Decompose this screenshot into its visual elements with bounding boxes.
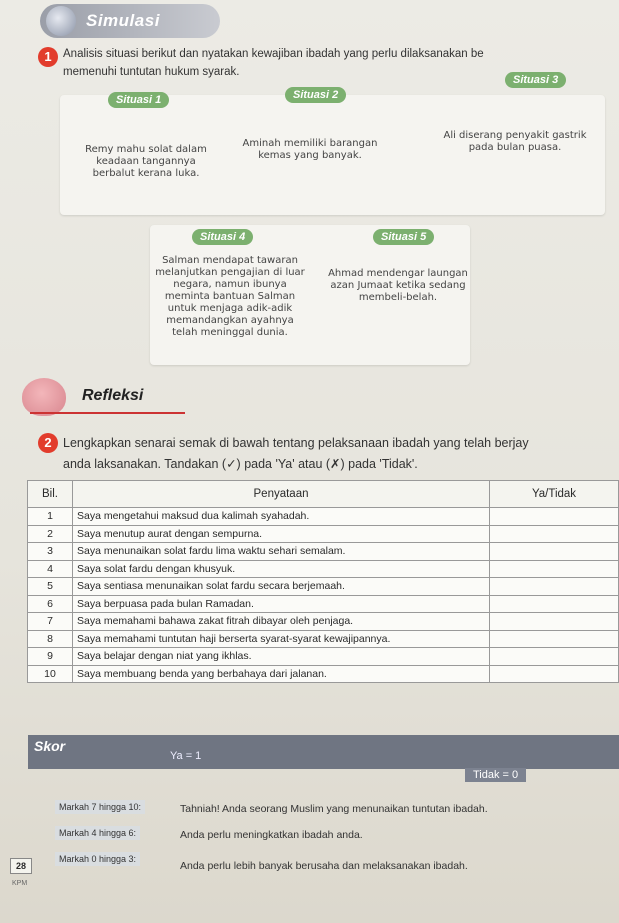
row-answer-cell[interactable] — [490, 543, 619, 561]
situasi-3-label: Situasi 3 — [505, 72, 566, 88]
table-row — [28, 543, 619, 561]
situasi-3-text: Ali diserang penyakit gastrik pada bulan puasa. — [443, 130, 587, 153]
row-statement: Saya berpuasa pada bulan Ramadan. — [73, 595, 490, 613]
table-row — [28, 613, 619, 631]
situasi-1-text: Remy mahu solat dalam keadaan tangannya berbalut kerana luka. — [85, 144, 207, 179]
table-row — [28, 595, 619, 613]
skor-bar — [28, 735, 619, 769]
header-bil: Bil. — [28, 481, 73, 508]
row-number: 2 — [28, 525, 73, 543]
row-answer-cell[interactable] — [490, 665, 619, 683]
row-number: 10 — [28, 665, 73, 683]
table-row — [28, 578, 619, 596]
row-number: 8 — [28, 630, 73, 648]
row-statement: Saya mengetahui maksud dua kalimah syahadah. — [73, 508, 490, 526]
situasi-1-label: Situasi 1 — [108, 92, 169, 108]
skor-tidak-value: Tidak = 0 — [465, 768, 526, 782]
situasi-2-label: Situasi 2 — [285, 87, 346, 103]
table-row — [28, 648, 619, 666]
situasi-4-text: Salman mendapat tawaran melanjutkan pengajian di luar negara, namun ibunya meminta bantuan Salman untuk menjaga adik-adik memandangkan ayahnya telah meninggal dunia. — [155, 255, 305, 338]
row-number: 7 — [28, 613, 73, 631]
task-1-instruction-line2: memenuhi tuntutan hukum syarak. — [63, 66, 240, 78]
row-answer-cell[interactable] — [490, 578, 619, 596]
row-answer-cell[interactable] — [490, 560, 619, 578]
row-statement: Saya memahami tuntutan haji berserta syarat-syarat kewajipannya. — [73, 630, 490, 648]
situasi-4-label: Situasi 4 — [192, 229, 253, 245]
table-row — [28, 525, 619, 543]
row-number: 9 — [28, 648, 73, 666]
skor-text-mid: Anda perlu meningkatkan ibadah anda. — [180, 829, 363, 841]
task-2-instruction-line2: anda laksanakan. Tandakan (✓) pada 'Ya' atau (✗) pada 'Tidak'. — [63, 457, 418, 471]
task-1-badge: 1 — [38, 47, 58, 67]
row-number: 4 — [28, 560, 73, 578]
header-penyataan: Penyataan — [73, 481, 490, 508]
row-answer-cell[interactable] — [490, 525, 619, 543]
row-answer-cell[interactable] — [490, 508, 619, 526]
situasi-5-text: Ahmad mendengar laungan azan Jumaat ketika sedang membeli-belah. — [328, 268, 468, 303]
row-number: 6 — [28, 595, 73, 613]
situasi-2-text: Aminah memiliki barangan kemas yang banyak. — [242, 138, 378, 161]
table-row — [28, 560, 619, 578]
task-1-instruction-line1: Analisis situasi berikut dan nyatakan kewajiban ibadah yang perlu dilaksanakan be — [63, 48, 484, 60]
row-number: 1 — [28, 508, 73, 526]
table-header-row — [28, 481, 619, 508]
table-row — [28, 508, 619, 526]
refleksi-underline — [30, 412, 185, 414]
page-number: 28 — [10, 858, 32, 874]
row-answer-cell[interactable] — [490, 648, 619, 666]
skor-range-low: Markah 0 hingga 3: — [55, 852, 140, 866]
checklist-table — [27, 480, 619, 683]
skor-text-low: Anda perlu lebih banyak berusaha dan melaksanakan ibadah. — [180, 860, 468, 872]
row-statement: Saya membuang benda yang berbahaya dari jalanan. — [73, 665, 490, 683]
table-row — [28, 630, 619, 648]
task-2-badge: 2 — [38, 433, 58, 453]
skor-range-high: Markah 7 hingga 10: — [55, 800, 145, 814]
table-row — [28, 665, 619, 683]
row-answer-cell[interactable] — [490, 613, 619, 631]
simulasi-title: Simulasi — [86, 11, 160, 30]
header-ya-tidak: Ya/Tidak — [490, 481, 619, 508]
row-number: 5 — [28, 578, 73, 596]
row-number: 3 — [28, 543, 73, 561]
publisher-code: KPM — [12, 880, 28, 887]
row-statement: Saya menutup aurat dengan sempurna. — [73, 525, 490, 543]
row-statement: Saya sentiasa menunaikan solat fardu secara berjemaah. — [73, 578, 490, 596]
skor-text-high: Tahniah! Anda seorang Muslim yang menunaikan tuntutan ibadah. — [180, 803, 488, 815]
row-answer-cell[interactable] — [490, 630, 619, 648]
brain-icon — [22, 378, 66, 416]
situasi-5-label: Situasi 5 — [373, 229, 434, 245]
row-statement: Saya memahami bahawa zakat fitrah dibayar oleh penjaga. — [73, 613, 490, 631]
row-statement: Saya belajar dengan niat yang ikhlas. — [73, 648, 490, 666]
row-answer-cell[interactable] — [490, 595, 619, 613]
skor-range-mid: Markah 4 hingga 6: — [55, 826, 140, 840]
skor-ya-value: Ya = 1 — [170, 750, 202, 762]
simulasi-icon — [46, 6, 76, 36]
task-2-instruction-line1: Lengkapkan senarai semak di bawah tentang pelaksanaan ibadah yang telah berjay — [63, 436, 529, 450]
refleksi-title: Refleksi — [82, 387, 144, 404]
skor-label: Skor — [34, 738, 66, 754]
row-statement: Saya solat fardu dengan khusyuk. — [73, 560, 490, 578]
row-statement: Saya menunaikan solat fardu lima waktu sehari semalam. — [73, 543, 490, 561]
